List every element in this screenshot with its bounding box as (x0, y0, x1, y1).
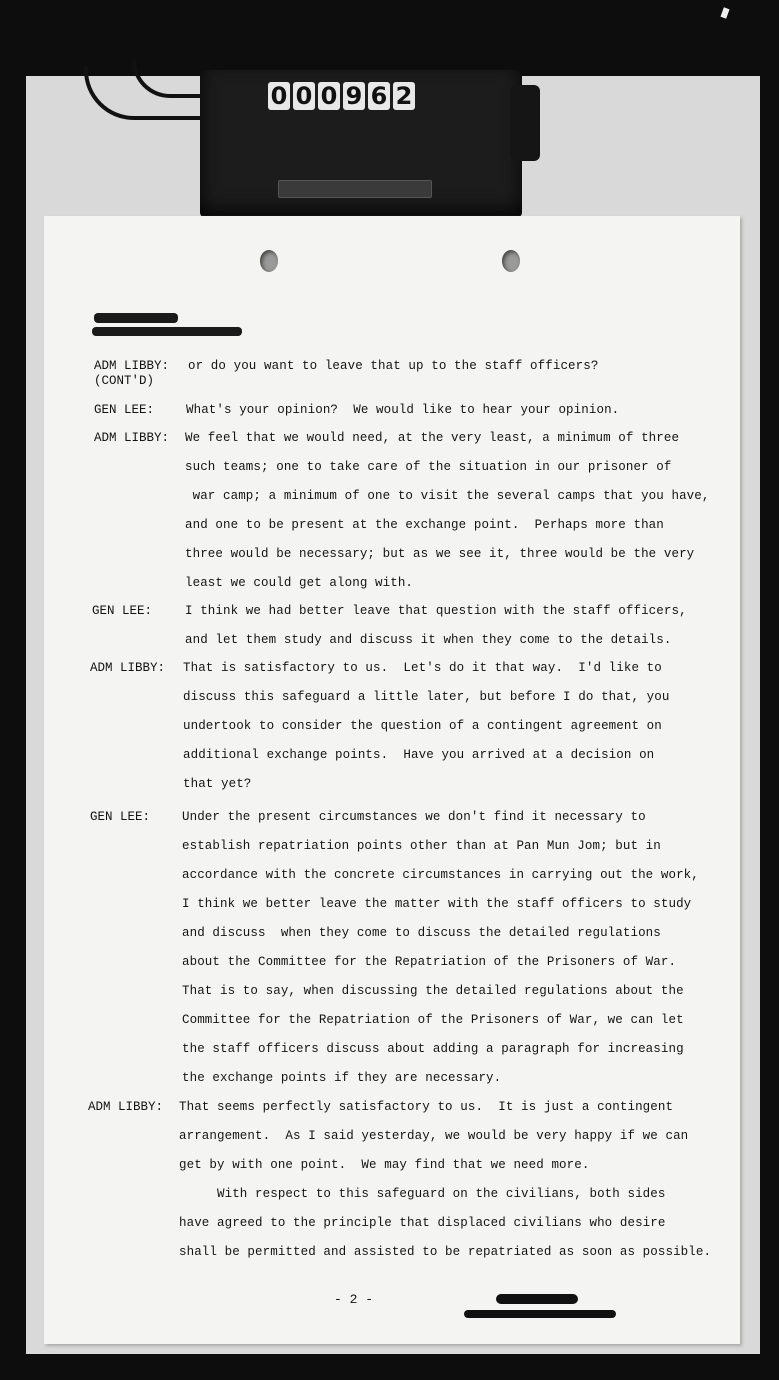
transcript-line: shall be permitted and assisted to be repatriated as soon as possible. (179, 1245, 712, 1259)
counter-digits (268, 82, 415, 112)
transcript-line: undertook to consider the question of a contingent agreement on (183, 719, 662, 733)
transcript-line: and one to be present at the exchange point. Perhaps more than (185, 518, 664, 532)
transcript-line: With respect to this safeguard on the civilians, both sides (179, 1187, 666, 1201)
counter-wheel (510, 85, 540, 161)
redaction-bar (464, 1310, 616, 1318)
transcript-line: We feel that we would need, at the very least, a minimum of three (185, 431, 680, 445)
transcript-line: least we could get along with. (185, 576, 414, 590)
speaker-label: ADM LIBBY: (88, 1100, 164, 1114)
counter-digit: 9 (343, 82, 365, 110)
transcript-line: I think we better leave the matter with the staff officers to study (182, 897, 692, 911)
counter-digit: 0 (318, 82, 340, 110)
transcript-line: such teams; one to take care of the situation in our prisoner of (185, 460, 672, 474)
transcript-line: the staff officers discuss about adding a paragraph for increasing (182, 1042, 684, 1056)
redacted-classification-mark (94, 313, 178, 323)
transcript-line: establish repatriation points other than at Pan Mun Jom; but in (182, 839, 661, 853)
transcript-line: three would be necessary; but as we see it, three would be the very (185, 547, 695, 561)
transcript-line: war camp; a minimum of one to visit the several camps that you have, (185, 489, 710, 503)
transcript-line: That is satisfactory to us. Let's do it that way. I'd like to (183, 661, 662, 675)
transcript-line: that yet? (183, 777, 252, 791)
speaker-label: GEN LEE: (92, 604, 153, 618)
transcript-line: Under the present circumstances we don't find it necessary to (182, 810, 646, 824)
counter-digit: 0 (293, 82, 315, 110)
transcript-line: have agreed to the principle that displaced civilians who desire (179, 1216, 666, 1230)
speaker-label: GEN LEE: (94, 403, 155, 417)
transcript-line: and discuss when they come to discuss the detailed regulations (182, 926, 661, 940)
transcript-line: Committee for the Repatriation of the Prisoners of War, we can let (182, 1013, 684, 1027)
document-page (44, 216, 740, 1344)
transcript-line: or do you want to leave that up to the staff officers? (188, 359, 599, 373)
counter-digit: 0 (268, 82, 290, 110)
transcript-line: arrangement. As I said yesterday, we would be very happy if we can (179, 1129, 689, 1143)
speaker-label: ADM LIBBY: (90, 661, 166, 675)
transcript-line: get by with one point. We may find that we need more. (179, 1158, 590, 1172)
counter-plate (278, 180, 432, 198)
transcript-line: accordance with the concrete circumstances in carrying out the work, (182, 868, 699, 882)
counter-digit: 6 (368, 82, 390, 110)
transcript-line: That is to say, when discussing the detailed regulations about the (182, 984, 684, 998)
redaction-bar (496, 1294, 578, 1304)
speaker-label: ADM LIBBY: (CONT'D) (94, 359, 170, 388)
transcript-line: That seems perfectly satisfactory to us. It is just a contingent (179, 1100, 674, 1114)
page-number: - 2 - (334, 1292, 374, 1307)
transcript-line: discuss this safeguard a little later, but before I do that, you (183, 690, 670, 704)
punch-hole (260, 250, 278, 272)
transcript-line: I think we had better leave that question with the staff officers, (185, 604, 687, 618)
transcript-line: additional exchange points. Have you arrived at a decision on (183, 748, 655, 762)
transcript-line: What's your opinion? We would like to hear your opinion. (186, 403, 620, 417)
punch-hole (502, 250, 520, 272)
counter-digit: 2 (393, 82, 415, 110)
transcript-line: and let them study and discuss it when they come to the details. (185, 633, 672, 647)
transcript-line: the exchange points if they are necessary. (182, 1071, 502, 1085)
redacted-classification-mark (92, 327, 242, 336)
speaker-label: ADM LIBBY: (94, 431, 170, 445)
transcript-line: about the Committee for the Repatriation of the Prisoners of War. (182, 955, 677, 969)
speaker-label: GEN LEE: (90, 810, 151, 824)
